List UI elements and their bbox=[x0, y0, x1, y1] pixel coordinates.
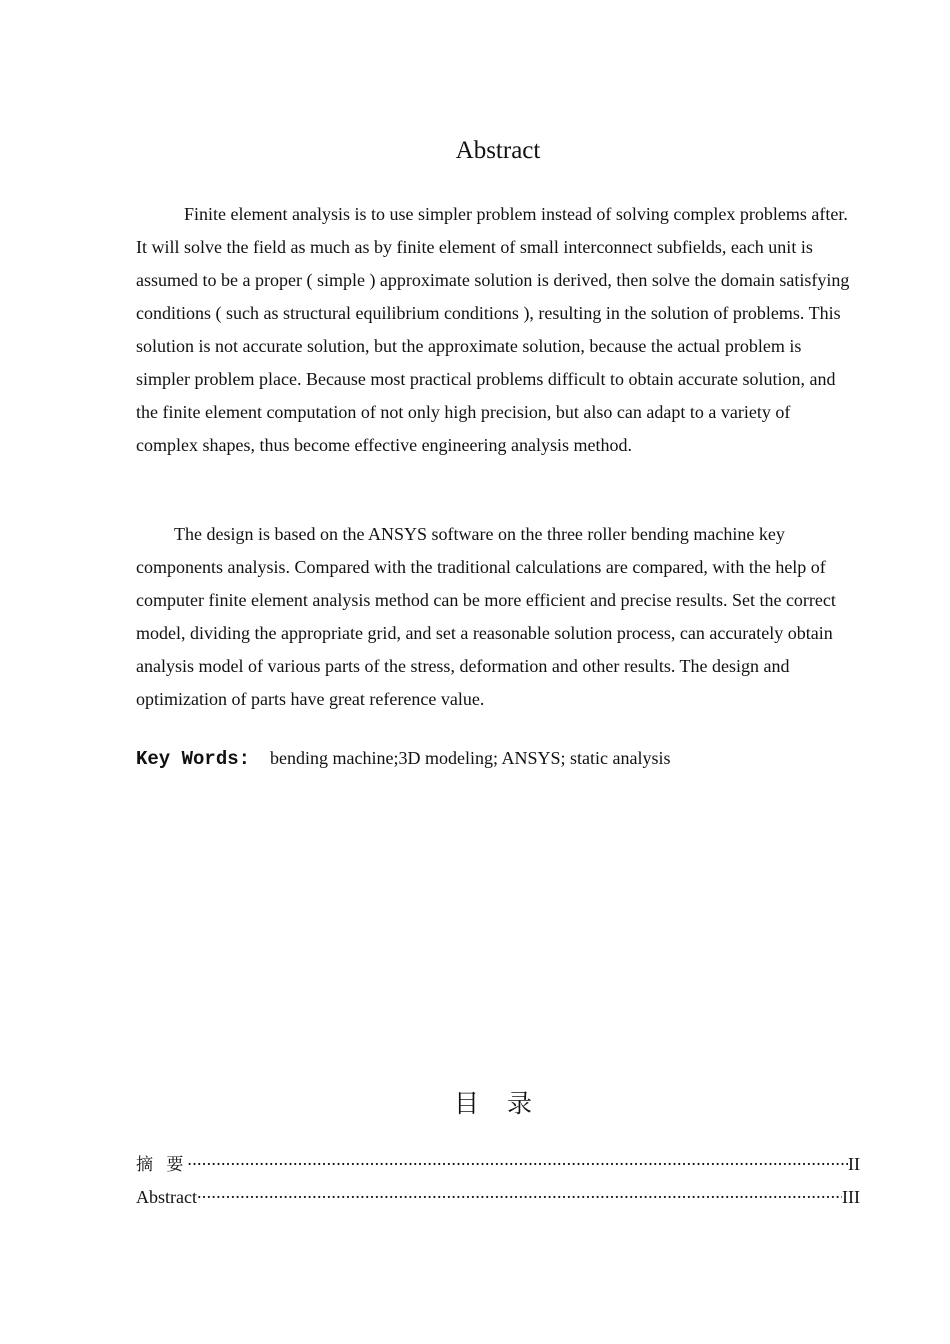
toc-entry-abstract-en[interactable] bbox=[136, 1181, 860, 1214]
keywords-value: bending machine;3D modeling; ANSYS; static analysis bbox=[270, 748, 671, 768]
toc-title: 目 录 bbox=[454, 1089, 542, 1118]
abstract-title: Abstract bbox=[455, 137, 541, 164]
keywords-line bbox=[136, 742, 856, 776]
keywords-label: Key Words: bbox=[136, 748, 251, 770]
toc-entry-abstract-cn[interactable] bbox=[136, 1148, 860, 1181]
abstract-paragraph-2: The design is based on the ANSYS software on the three roller bending machine key components analysis. Compared with the traditional calculations are compared, with the help of computer finite element analysis method can be more efficient and precise results. Set the correct model, dividing the appropriate grid, and set a reasonable solution process, can accurately obtain analysis model of various parts of the stress, deformation and other results. The design and optimization of parts have great reference value. bbox=[136, 524, 836, 709]
toc-dot-leader bbox=[197, 1181, 842, 1203]
toc-entry-label: 摘 要 bbox=[136, 1155, 188, 1175]
toc-entry-label: Abstract bbox=[136, 1187, 197, 1207]
toc-entry-page: III bbox=[842, 1187, 860, 1207]
toc-entry-page: II bbox=[848, 1154, 860, 1174]
table-of-contents bbox=[136, 1148, 860, 1214]
toc-dot-leader bbox=[187, 1148, 848, 1170]
abstract-paragraph-1: Finite element analysis is to use simpler problem instead of solving complex problems after. It will solve the field as much as by finite element of small interconnect subfields, each unit is assumed to be a proper ( simple ) approximate solution is derived, then solve the domain satisfying conditions ( such as structural equilibrium conditions ), resulting in the solution of problems. This solution is not accurate solution, but the approximate solution, because the actual problem is simpler problem place. Because most practical problems difficult to obtain accurate solution, and the finite element computation of not only high precision, but also can adapt to a variety of complex shapes, thus become effective engineering analysis method. bbox=[136, 204, 850, 455]
